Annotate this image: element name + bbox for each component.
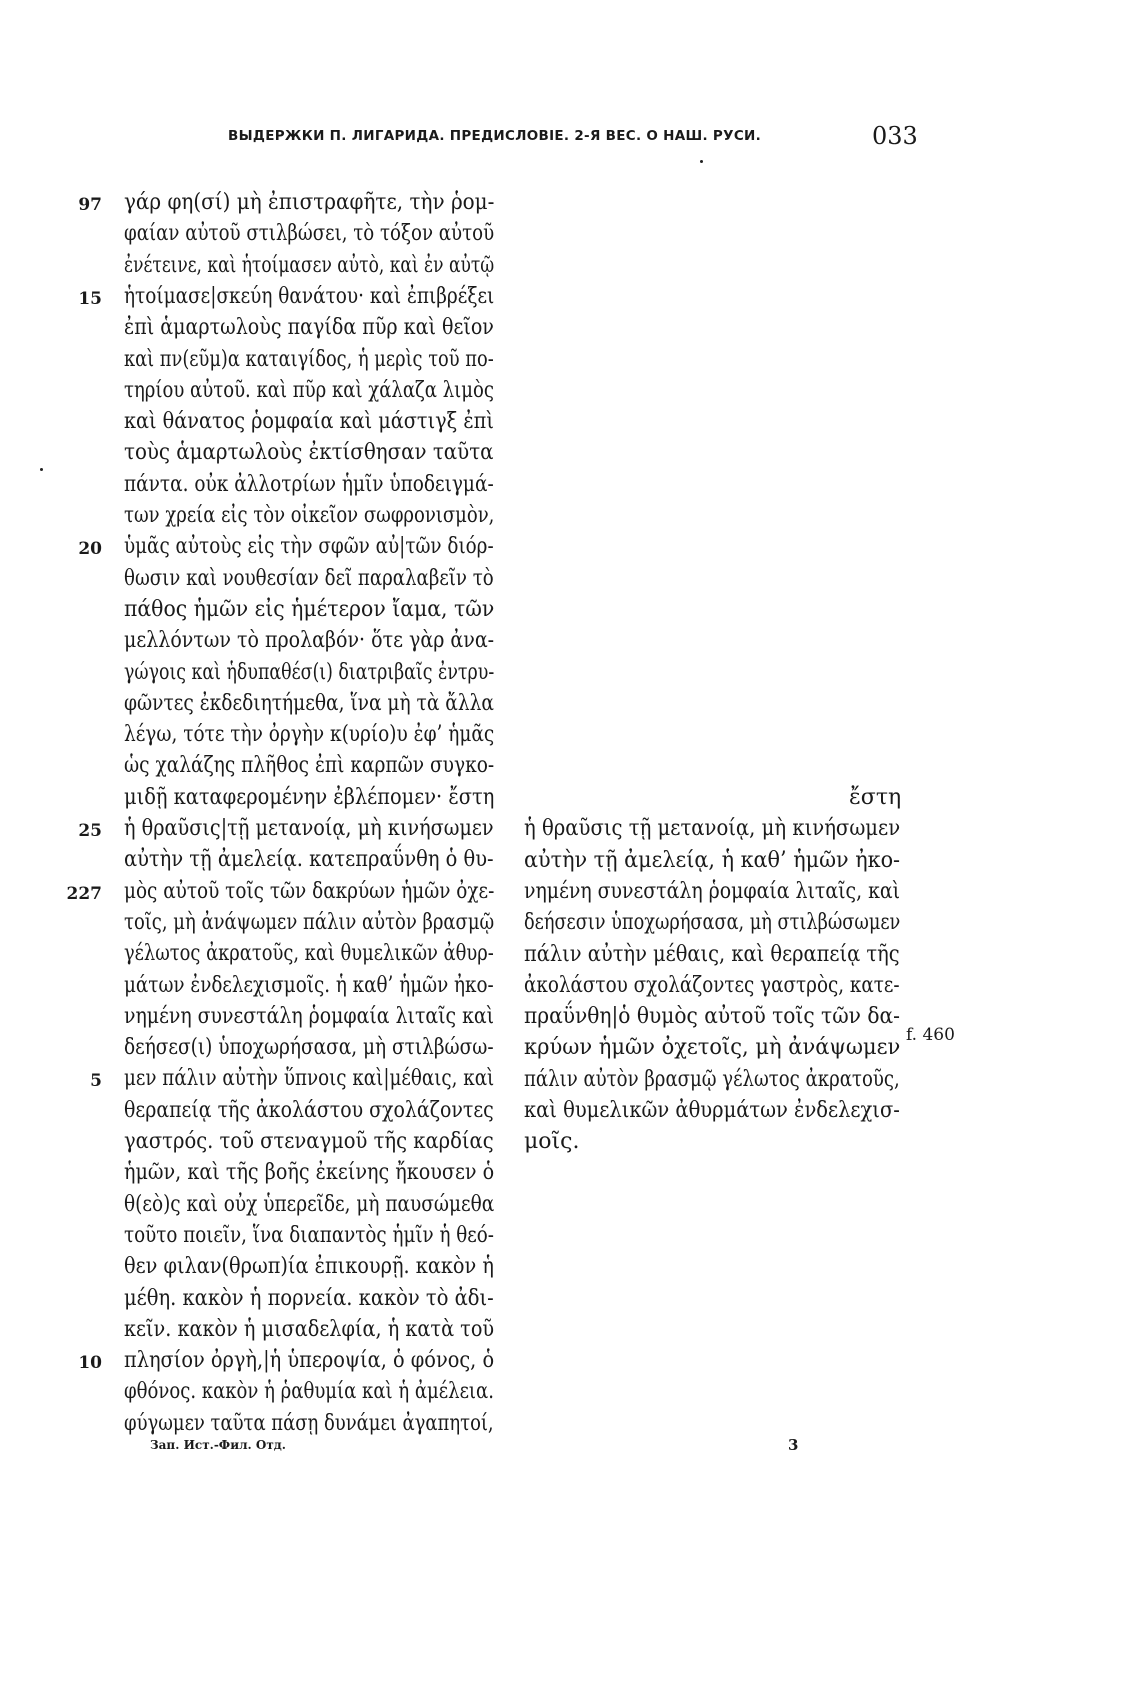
text-line: ἡτοίμασε|σκεύη θανάτου· καὶ ἐπιβρέξει	[124, 283, 495, 309]
text-line: πάλιν αὐτὸν βρασμῷ γέλωτος ἀκρατοῦς,	[524, 1066, 900, 1092]
text-line: τοῦτο ποιεῖν, ἵνα διαπαντὸς ἡμῖν ἡ θεό-	[124, 1222, 494, 1248]
text-line: μιδῇ καταφερομένην ἐβλέπομεν· ἔστη	[124, 784, 495, 810]
running-title: ВЫДЕРЖКИ П. ЛИГАРИДА. ПРЕДИСЛОВІЕ. 2-Я ВЕС. О НАШ. РУСИ.	[228, 128, 762, 144]
text-line: μὸς αὐτοῦ τοῖς τῶν δακρύων ἡμῶν ὀχε-	[124, 878, 495, 904]
text-line: καὶ πν(εῦμ)α καταιγίδος, ἡ μερὶς τοῦ πο-	[124, 346, 494, 372]
line-number: 5	[90, 1071, 102, 1092]
text-line: μέθη. κακὸν ἡ πορνεία. κακὸν τὸ ἀδι-	[124, 1285, 494, 1311]
text-line: γάρ φη(σί) μὴ ἐπιστραφῆτε, τὴν ῥομ-	[124, 190, 495, 215]
line-number: 20	[78, 539, 102, 560]
text-line: θεν φιλαν(θρωπ)ία ἐπικουρῇ. κακὸν ἡ	[124, 1254, 494, 1280]
text-line: πραΰνθη|ὁ θυμὸς αὐτοῦ τοῖς τῶν δα-	[524, 1004, 900, 1030]
text-line: γέλωτος ἀκρατοῦς, καὶ θυμελικῶν ἀθυρ-	[124, 941, 494, 967]
text-line: ἐνέτεινε, καὶ ἡτοίμασεν αὐτὸ, καὶ ἐν αὐτῷ	[124, 252, 495, 278]
line-number: 97	[78, 195, 102, 215]
text-line: ὡς χαλάζης πλῆθος ἐπὶ καρπῶν συγκο-	[124, 753, 495, 779]
text-line: θεραπείᾳ τῆς ἀκολάστου σχολάζοντες	[124, 1097, 494, 1123]
text-line: γαστρός. τοῦ στεναγμοῦ τῆς καρδίας	[124, 1129, 494, 1154]
text-line: τοὺς ἁμαρτωλοὺς ἐκτίσθησαν ταῦτα	[124, 440, 494, 466]
text-line: δεήσεσ(ι) ὑποχωρήσασα, μὴ στιλβώσω-	[124, 1035, 494, 1061]
text-line: κρύων ἡμῶν ὀχετοῖς, μὴ ἀνάψωμεν	[524, 1035, 901, 1061]
text-line: πλησίον ὀργὴ,|ἡ ὑπεροψία, ὁ φόνος, ὁ	[124, 1348, 495, 1374]
text-line: των χρεία εἰς τὸν οἰκεῖον σωφρονισμὸν,	[124, 503, 495, 528]
text-line: κεῖν. κακὸν ἡ μισαδελφία, ἡ κατὰ τοῦ	[124, 1316, 495, 1342]
text-line: μελλόντων τὸ προλαβόν· ὅτε γὰρ ἀνα-	[124, 628, 495, 654]
text-line: ἡ θραῦσις τῇ μετανοίᾳ, μὴ κινήσωμεν	[524, 816, 901, 842]
text-line: θ(εὸ)ς καὶ οὐχ ὑπερεῖδε, μὴ παυσώμεθα	[124, 1191, 495, 1217]
text-line: φῶντες ἐκδεδιητήμεθα, ἵνα μὴ τὰ ἄλλα	[124, 690, 494, 716]
text-line: ἔστη	[849, 785, 902, 810]
text-line: θωσιν καὶ νουθεσίαν δεῖ παραλαβεῖν τὸ	[124, 565, 494, 591]
line-number: 15	[78, 288, 102, 309]
signature-mark: 3	[788, 1436, 799, 1454]
text-line: δεήσεσιν ὑποχωρήσασα, μὴ στιλβώσωμεν	[524, 910, 901, 936]
speck	[700, 160, 703, 163]
speck	[40, 468, 43, 471]
text-line: νημένη συνεστάλη ῥομφαία λιταῖς, καὶ	[524, 878, 901, 904]
text-line: φθόνος. κακὸν ἡ ῥαθυμία καὶ ἡ ἀμέλεια.	[124, 1379, 494, 1405]
text-line: μάτων ἐνδελεχισμοῖς. ἡ καθ’ ἡμῶν ἠκο-	[124, 972, 494, 998]
text-line: καὶ θάνατος ῥομφαία καὶ μάστιγξ ἐπὶ	[124, 409, 494, 435]
text-line: πάντα. οὐκ ἀλλοτρίων ἡμῖν ὑποδειγμά-	[124, 471, 494, 497]
text-line: τηρίου αὐτοῦ. καὶ πῦρ καὶ χάλαζα λιμὸς	[124, 377, 494, 403]
text-line: λέγω, τότε τὴν ὀργὴν κ(υρίο)υ ἐφ’ ἡμᾶς	[124, 722, 495, 748]
page-number: 033	[872, 122, 918, 150]
text-line: τοῖς, μὴ ἀνάψωμεν πάλιν αὐτὸν βρασμῷ	[124, 909, 495, 935]
text-line: γώγοις καὶ ἡδυπαθέσ(ι) διατριβαῖς ἐντρυ-	[124, 659, 495, 685]
footer-note: Зап. Ист.-Фил. Отд.	[150, 1438, 286, 1452]
text-line: μεν πάλιν αὐτὴν ὕπνοις καὶ|μέθαις, καὶ	[124, 1066, 495, 1092]
text-line: πάθος ἡμῶν εἰς ἡμέτερον ἴαμα, τῶν	[124, 596, 495, 622]
text-line: νημένη συνεστάλη ῥομφαία λιταῖς καὶ	[124, 1003, 495, 1029]
text-line: φύγωμεν ταῦτα πάσῃ δυνάμει ἀγαπητοί,	[124, 1410, 494, 1436]
text-line: αὐτὴν τῇ ἀμελείᾳ, ἡ καθ’ ἡμῶν ἠκο-	[524, 847, 901, 873]
line-number: 25	[78, 821, 102, 841]
line-number: 227	[66, 883, 102, 904]
text-line: ἀκολάστου σχολάζοντες γαστρὸς, κατε-	[524, 972, 900, 998]
line-number: 10	[78, 1353, 102, 1374]
text-line: πάλιν αὐτὴν μέθαις, καὶ θεραπείᾳ τῆς	[524, 941, 900, 967]
text-line: μοῖς.	[524, 1129, 580, 1155]
text-line: αὐτὴν τῇ ἀμελείᾳ. κατεπραΰνθη ὁ θυ-	[124, 847, 494, 873]
text-line: φαίαν αὐτοῦ στιλβώσει, τὸ τόξον αὐτοῦ	[124, 221, 495, 247]
text-line: ἐπὶ ἁμαρτωλοὺς παγίδα πῦρ καὶ θεῖον	[124, 315, 494, 341]
text-line: ἡ θραῦσις|τῇ μετανοίᾳ, μὴ κινήσωμεν	[124, 816, 494, 841]
text-line: ἡμῶν, καὶ τῆς βοῆς ἐκείνης ἤκουσεν ὁ	[124, 1160, 495, 1186]
text-line: ὑμᾶς αὐτοὺς εἰς τὴν σφῶν αὐ|τῶν διόρ-	[124, 534, 494, 560]
folio-note: f. 460	[906, 1025, 955, 1045]
text-line: καὶ θυμελικῶν ἀθυρμάτων ἐνδελεχισ-	[524, 1098, 900, 1123]
